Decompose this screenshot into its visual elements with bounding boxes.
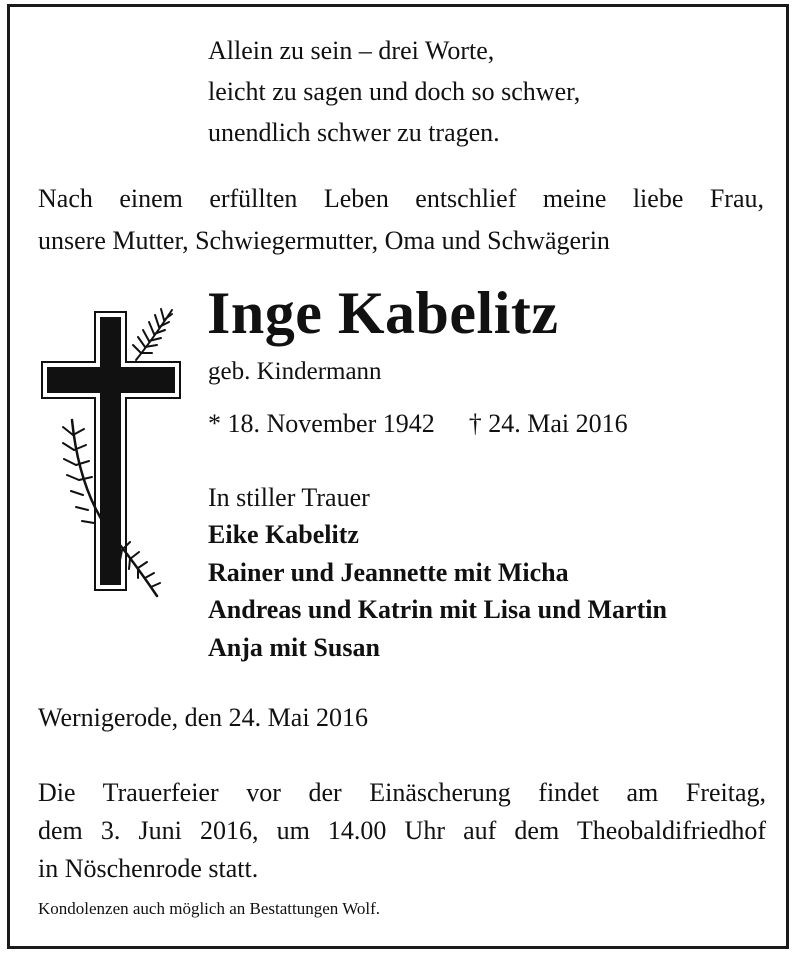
life-dates	[208, 407, 628, 441]
mourner-name: Anja mit Susan	[208, 632, 380, 662]
birth-date: * 18. November 1942	[208, 409, 435, 438]
intro-text	[38, 178, 764, 262]
mourner-name: Eike Kabelitz	[208, 520, 359, 549]
ceremony-line: dem 3. Juni 2016, um 14.00 Uhr auf dem Theobaldifriedhof	[38, 816, 766, 845]
ceremony-text	[38, 774, 766, 888]
cross-with-palm-icon	[40, 300, 185, 605]
death-date: † 24. Mai 2016	[468, 409, 628, 438]
place-date: Wernigerode, den 24. Mai 2016	[38, 703, 369, 732]
mourner-name: Andreas und Katrin mit Lisa und Martin	[208, 595, 667, 624]
poem-line: Allein zu sein – drei Worte,	[208, 36, 495, 65]
condolences-note: Kondolenzen auch möglich an Bestattungen Wolf.	[38, 899, 381, 918]
poem-line: unendlich schwer zu tragen.	[208, 118, 500, 147]
deceased-name: Inge Kabelitz	[207, 280, 559, 346]
poem	[208, 30, 580, 153]
birth-name: geb. Kindermann	[208, 358, 382, 385]
intro-line: unsere Mutter, Schwiegermutter, Oma und Schwägerin	[38, 226, 610, 255]
mourner-name: Rainer und Jeannette mit Micha	[208, 557, 569, 587]
intro-line: Nach einem erfüllten Leben entschlief meine liebe Frau,	[38, 184, 764, 213]
mourning-heading: In stiller Trauer	[208, 483, 370, 512]
mourners-list	[208, 516, 667, 666]
ceremony-line: in Nöschenrode statt.	[38, 854, 259, 883]
ceremony-line: Die Trauerfeier vor der Einäscherung findet am Freitag,	[38, 778, 766, 807]
poem-line: leicht zu sagen und doch so schwer,	[208, 77, 581, 106]
